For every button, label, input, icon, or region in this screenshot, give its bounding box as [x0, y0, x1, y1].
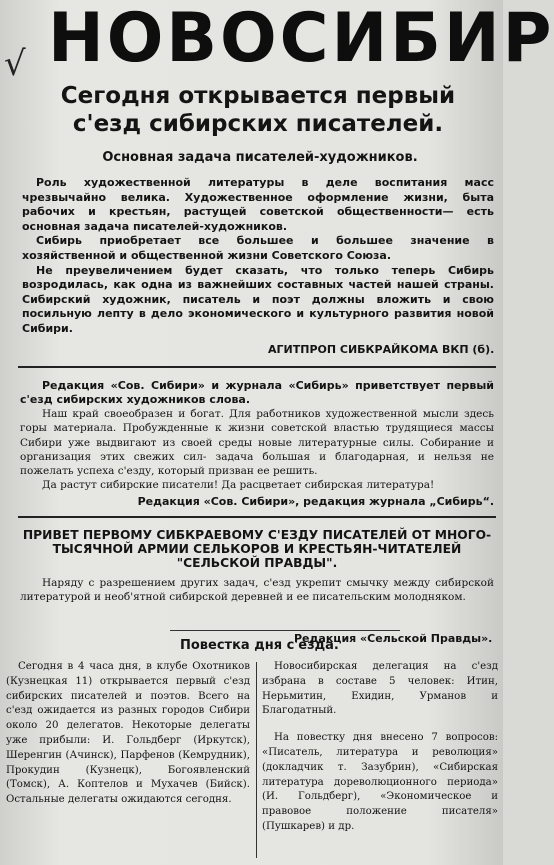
article-agitprop: [22, 176, 494, 337]
greeting-paragraph: Да растут сибирские писатели! Да расцветает сибирская литература!: [42, 479, 435, 492]
masthead: НОВОСИБИР: [48, 0, 554, 78]
greeting-paragraph: Наш край своеобразен и богат. Для работников художественной мысли здесь горы материала. Пробужденные к жизни советской властью трудящиеся массы Сибири уже выдвигают из своей среды новые литературные силы. Собирание и организация этих свежих сил- задача большая и благодарная, и нельзя не пожелать успеха с'езду, который призван ее решить.: [20, 408, 494, 478]
divider: [18, 366, 496, 368]
signature-selskaya-pravda: Редакция «Сельской Правды».: [294, 632, 493, 645]
headline-line-1: Сегодня открывается первый: [60, 83, 456, 109]
agenda-column-left: [6, 660, 250, 808]
pencil-checkmark: √: [4, 44, 26, 84]
headline-line-2: с'езд сибирских писателей.: [72, 111, 444, 137]
signature-agitprop: АГИТПРОП СИБКРАЙКОМА ВКП (б).: [268, 343, 495, 356]
headline: [20, 82, 496, 138]
greeting-sov-sibir: [20, 379, 494, 508]
agenda-paragraph: Новосибирская делегация на с'езд избрана в составе 5 человек: Итин, Нерьмитин, Ехидин, Урманов и Благодатный.: [262, 661, 498, 717]
divider: [170, 630, 400, 631]
greeting-lead: Редакция «Сов. Сибири» и журнала «Сибирь» приветствует первый с'езд сибирских художников слова.: [20, 379, 494, 406]
greeting-selskaya-pravda: [20, 528, 494, 645]
greeting-paragraph: Наряду с разрешением других задач, с'езд укрепит смычку между сибирской литературой и необ'ятной сибирской деревней и ее писательским молодняком.: [20, 577, 494, 604]
agenda-title: Повестка дня с'езда.: [180, 638, 339, 653]
divider: [18, 516, 496, 518]
agenda-column-right: [262, 660, 498, 835]
article-paragraph: Роль художественной литературы в деле воспитания масс чрезвычайно велика. Художественное оформление жизни, быта рабочих и крестьян, растущей советской общественности— есть основная задача писателей-художников.: [22, 176, 494, 233]
agenda-paragraph: На повестку дня внесено 7 вопросов: «Писатель, литература и революция» (докладчик т. Зазубрин), «Сибирская литература дореволюционного периода» (И. Гольдберг), «Экономическое и правовое положение писателя» (Пушкарев) и др.: [262, 732, 498, 832]
article-paragraph: Сибирь приобретает все большее и большее значение в хозяйственной и общественной жизни Советского Союза.: [22, 234, 494, 262]
article-paragraph: Не преувеличением будет сказать, что только теперь Сибирь возродилась, как одна из важнейших составных частей нашей страны. Сибирский художник, писатель и поэт должны вложить и свою посильную лепту в дело экономического и культурного развития новой Сибири.: [22, 263, 494, 335]
column-divider: [256, 662, 257, 858]
greeting-heading: ПРИВЕТ ПЕРВОМУ СИБКРАЕВОМУ С'ЕЗДУ ПИСАТЕЛЕЙ ОТ МНОГО-ТЫСЯЧНОЙ АРМИИ СЕЛЬКОРОВ И КРЕСТЬЯН-ЧИТАТЕЛЕЙ "СЕЛЬСКОЙ ПРАВДЫ".: [22, 528, 492, 570]
subhead: Основная задача писателей-художников.: [102, 150, 418, 165]
agenda-paragraph: Сегодня в 4 часа дня, в клубе Охотников (Кузнецкая 11) открывается первый с'езд сибирских писателей и поэтов. Всего на с'езд ожидается из разных городов Сибири около 20 делегатов. Некоторые делегаты уже прибыли: И. Гольдберг (Иркутск), Шеренгин (Ачинск), Парфенов (Кемрудник), Прокудин (Кузнецк), Богоявленский (Томск), А. Коптелов и Мухачев (Бийск). Остальные делегаты ожидаются сегодня.: [6, 661, 250, 806]
signature-sov-sibir: Редакция «Сов. Сибири», редакция журнала „Сибирь“.: [137, 494, 494, 508]
